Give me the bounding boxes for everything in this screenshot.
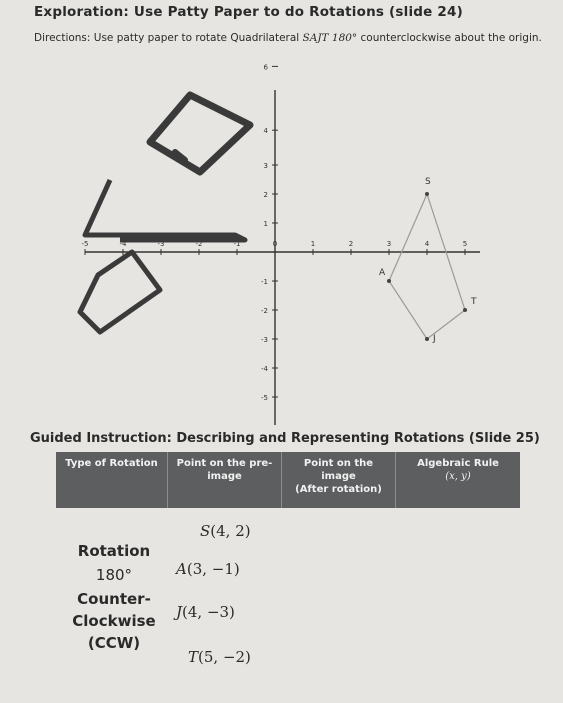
x-tick-label: 2 xyxy=(348,240,354,248)
x-tick-label: 3 xyxy=(386,240,392,248)
y-tick-label: -2 xyxy=(261,307,268,315)
y-tick-label: 4 xyxy=(263,127,268,136)
directions-prefix: Directions: Use patty paper to rotate Quadrilateral xyxy=(34,32,303,44)
x-tick-label: 0 xyxy=(272,240,278,248)
rotation-degree: 180° xyxy=(95,566,133,584)
x-tick-label: -1 xyxy=(233,240,241,248)
x-tick-label: 1 xyxy=(310,240,316,248)
traced-bracket xyxy=(85,180,245,240)
column-image-point: Point on the image (After rotation) xyxy=(282,452,396,508)
vertex-j xyxy=(425,337,429,341)
vertex-label-a: A xyxy=(379,268,386,278)
preimage-point-t: T(5, −2) xyxy=(188,648,251,666)
y-tick-label: 3 xyxy=(263,162,268,170)
guided-instruction-title: Guided Instruction: Describing and Representing Rotations (Slide 25) xyxy=(30,431,540,446)
preimage-point-s: S(4, 2) xyxy=(200,522,251,540)
y-tick-label: -3 xyxy=(261,336,268,344)
preimage-point-a: A(3, −1) xyxy=(176,560,240,578)
x-tick-label: -5 xyxy=(81,240,89,248)
y-tick-label: -4 xyxy=(261,365,268,373)
y-tick-label: -1 xyxy=(261,278,268,286)
y-tick-label: -5 xyxy=(261,394,268,402)
rotation-type-cell: Rotation 180° Counter- Clockwise (CCW) xyxy=(64,540,164,654)
vertex-label-s: S xyxy=(425,177,431,187)
vertex-t xyxy=(463,308,467,312)
traced-quadrilateral-top xyxy=(150,95,250,172)
column-algebraic-rule: Algebraic Rule (x, y) xyxy=(417,458,499,482)
y-tick-label: 6 xyxy=(263,63,268,72)
vertex-label-j: J xyxy=(433,334,436,344)
rotation-table-header xyxy=(56,452,520,508)
x-tick-label: -4 xyxy=(119,240,127,248)
directions-suffix: counterclockwise about the origin. xyxy=(357,32,542,44)
preimage-point-j: J(4, −3) xyxy=(176,603,235,621)
quad-name: SAJT xyxy=(302,32,329,44)
x-tick-label: -3 xyxy=(157,240,165,248)
coordinate-plane xyxy=(0,63,563,425)
column-type-of-rotation: Type of Rotation xyxy=(56,452,168,508)
y-tick-label: 1 xyxy=(263,220,268,228)
directions-text xyxy=(34,30,554,47)
rotation-angle: 180° xyxy=(331,32,358,44)
y-tick-label: 2 xyxy=(263,191,268,199)
page-title: Exploration: Use Patty Paper to do Rotations (slide 24) xyxy=(34,4,463,20)
vertex-label-t: T xyxy=(471,297,477,307)
vertex-s xyxy=(425,192,429,196)
vertex-a xyxy=(387,279,391,283)
x-tick-label: -2 xyxy=(195,240,203,248)
vertex-points xyxy=(379,177,477,344)
x-tick-label: 5 xyxy=(462,240,468,248)
quadrilateral-sajt xyxy=(386,194,468,339)
traced-quadrilateral-bottom xyxy=(80,252,160,332)
x-tick-label: 4 xyxy=(424,240,430,248)
column-preimage-point: Point on the pre- image xyxy=(168,452,282,508)
